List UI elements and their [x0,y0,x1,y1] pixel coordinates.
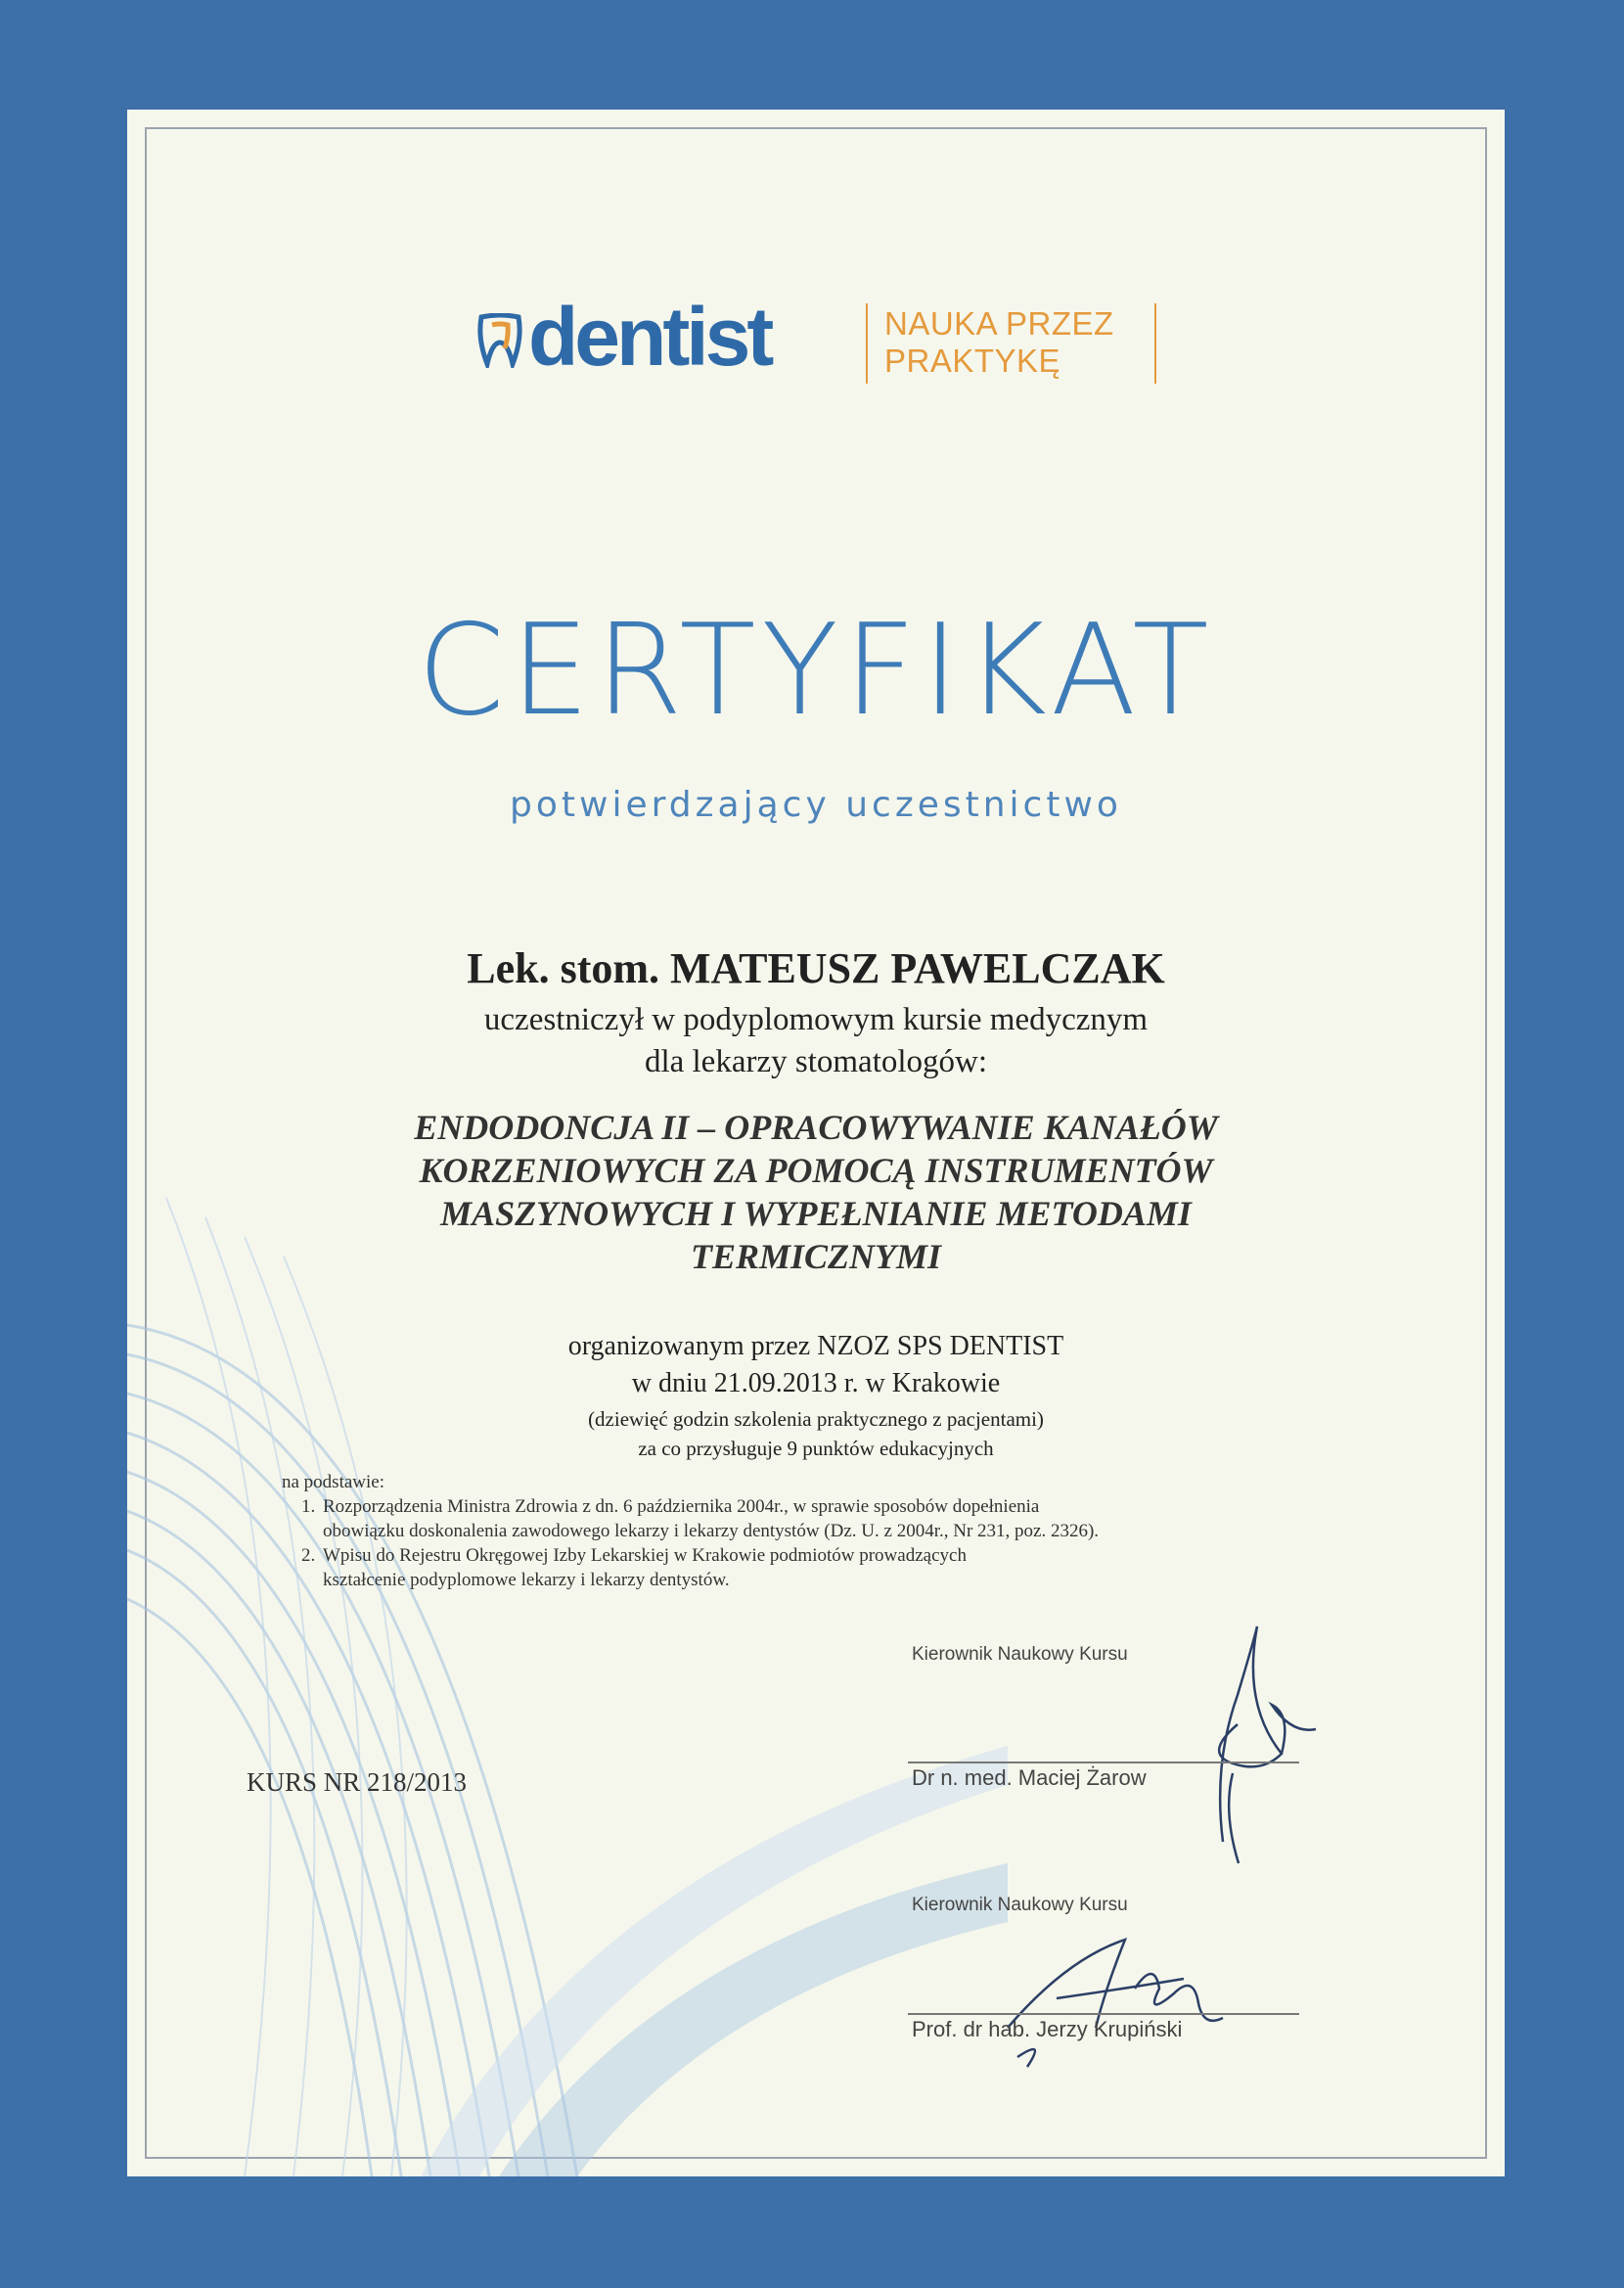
course-title-line: ENDODONCJA II – OPRACOWYWANIE KANAŁÓW [414,1108,1218,1147]
logo-separator [866,303,868,384]
certificate-sheet [127,110,1505,2176]
participation-line-1: uczestniczył w podyplomowym kursie medycznym [483,1002,1149,1037]
legal-basis-text: Rozporządzenia Ministra Zdrowia z dn. 6 października 2004r., w sprawie sposobów dopełnienia [323,1496,1040,1517]
legal-basis-number: 2. [301,1545,316,1566]
logo-separator [1154,303,1156,384]
legal-basis-text: kształcenie podyplomowe lekarzy i lekarzy dentystów. [323,1570,730,1590]
logo-tagline-line1: NAUKA PRZEZ [884,305,1114,342]
signatory-name: Dr n. med. Maciej Żarow [912,1765,1147,1790]
points-note: za co przysługuje 9 punktów edukacyjnych [638,1437,994,1460]
course-title-line: TERMICZNYMI [690,1237,942,1276]
signatory-name: Prof. dr hab. Jerzy Krupiński [912,2017,1183,2041]
participation-line-2: dla lekarzy stomatologów: [644,1044,988,1079]
logo-tagline [884,305,1114,380]
course-number: KURS NR 218/2013 [247,1767,468,1797]
legal-basis-item [301,1543,1260,1592]
signature-line [908,1762,1299,1763]
dentist-logo [127,282,1505,389]
tooth-icon [477,313,522,368]
course-title-line: KORZENIOWYCH ZA POMOCĄ INSTRUMENTÓW [419,1151,1213,1190]
logo-tagline-line2: PRAKTYKĘ [884,343,1061,379]
legal-basis-number: 1. [301,1496,316,1517]
signature-role: Kierownik Naukowy Kursu [912,1644,1128,1665]
hours-note: (dziewięć godzin szkolenia praktycznego z pacjentami) [588,1407,1044,1431]
legal-basis [282,1470,1260,1592]
legal-basis-text: Wpisu do Rejestru Okręgowej Izby Lekarskiej w Krakowie podmiotów prowadzących [323,1545,967,1566]
signature-role: Kierownik Naukowy Kursu [912,1895,1128,1915]
date-place-line: w dniu 21.09.2013 r. w Krakowie [631,1368,1001,1398]
recipient-name: Lek. stom. MATEUSZ PAWELCZAK [467,944,1165,992]
organizer-line: organizowanym przez NZOZ SPS DENTIST [567,1331,1064,1361]
certificate-subtitle: potwierdzający uczestnictwo [510,785,1122,825]
course-title [127,1106,1505,1278]
logo-wordmark: dentist [528,291,771,383]
course-title-line: MASZYNOWYCH I WYPEŁNIANIE METODAMI [440,1194,1192,1233]
certificate-title: CERTYFIKAT [417,598,1215,744]
legal-basis-text: obowiązku doskonalenia zawodowego lekarzy i lekarzy dentystów (Dz. U. z 2004r., Nr 231, poz. 2326). [323,1521,1100,1541]
legal-basis-heading: na podstawie: [282,1472,385,1492]
legal-basis-item [301,1494,1260,1543]
signature-line [908,2013,1299,2015]
handwritten-signature-1 [1145,1607,1340,1900]
